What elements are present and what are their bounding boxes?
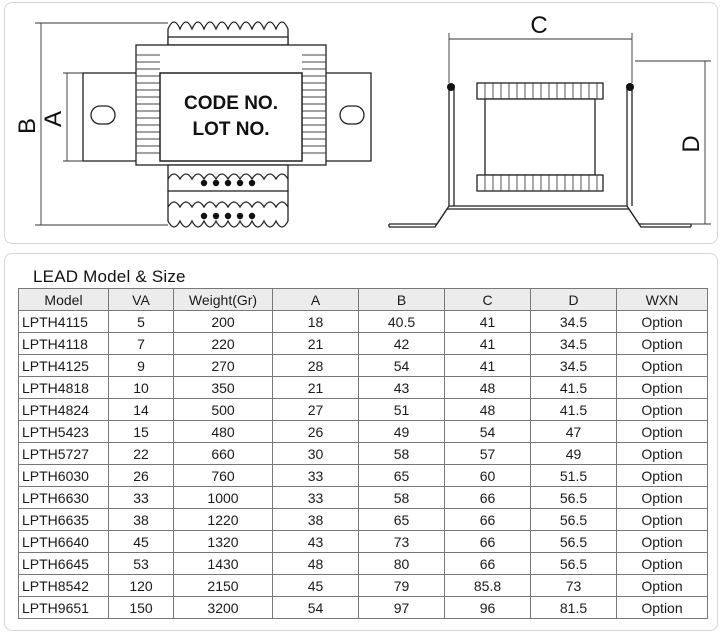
b-cell: 54 [359, 355, 445, 377]
b-cell: 51 [359, 399, 445, 421]
a-cell: 33 [273, 465, 359, 487]
weight-cell: 200 [174, 311, 273, 333]
a-cell: 38 [273, 509, 359, 531]
terminal-pin [237, 213, 243, 219]
va-cell: 150 [109, 597, 174, 619]
model-cell: LPTH6640 [19, 531, 109, 553]
b-cell: 58 [359, 443, 445, 465]
weight-cell: 3200 [174, 597, 273, 619]
wxn-cell: Option [617, 575, 708, 597]
c-cell: 57 [445, 443, 531, 465]
wxn-cell: Option [617, 333, 708, 355]
specification-panel [4, 253, 718, 631]
label-plate [160, 73, 302, 161]
column-header-model: Model [19, 289, 109, 311]
table-row [19, 355, 708, 377]
column-header-a: A [273, 289, 359, 311]
c-cell: 60 [445, 465, 531, 487]
c-cell: 41 [445, 355, 531, 377]
b-cell: 40.5 [359, 311, 445, 333]
lot-no-label: LOT NO. [192, 119, 270, 140]
b-cell: 73 [359, 531, 445, 553]
d-cell: 34.5 [531, 355, 617, 377]
d-cell: 56.5 [531, 487, 617, 509]
c-cell: 85.8 [445, 575, 531, 597]
table-row [19, 333, 708, 355]
d-cell: 47 [531, 421, 617, 443]
model-cell: LPTH5423 [19, 421, 109, 443]
d-cell: 56.5 [531, 509, 617, 531]
b-cell: 97 [359, 597, 445, 619]
column-header-b: B [359, 289, 445, 311]
column-header-d: D [531, 289, 617, 311]
b-cell: 79 [359, 575, 445, 597]
side-bottom-winding [477, 175, 603, 191]
model-cell: LPTH4818 [19, 377, 109, 399]
model-cell: LPTH4824 [19, 399, 109, 421]
wxn-cell: Option [617, 421, 708, 443]
table-row [19, 487, 708, 509]
table-row [19, 377, 708, 399]
va-cell: 22 [109, 443, 174, 465]
weight-cell: 480 [174, 421, 273, 443]
terminal-pin [225, 213, 231, 219]
model-cell: LPTH6630 [19, 487, 109, 509]
va-cell: 38 [109, 509, 174, 531]
model-cell: LPTH4118 [19, 333, 109, 355]
a-cell: 26 [273, 421, 359, 443]
dimension-d-label: D [678, 135, 705, 153]
terminal-pin [201, 180, 207, 186]
model-size-table [18, 288, 708, 619]
side-top-winding [477, 83, 603, 99]
a-cell: 30 [273, 443, 359, 465]
wxn-cell: Option [617, 465, 708, 487]
va-cell: 45 [109, 531, 174, 553]
weight-cell: 660 [174, 443, 273, 465]
weight-cell: 2150 [174, 575, 273, 597]
side-view [389, 83, 691, 227]
wxn-cell: Option [617, 487, 708, 509]
d-cell: 34.5 [531, 333, 617, 355]
a-cell: 28 [273, 355, 359, 377]
weight-cell: 270 [174, 355, 273, 377]
wxn-cell: Option [617, 355, 708, 377]
column-header-va: VA [109, 289, 174, 311]
d-cell: 56.5 [531, 531, 617, 553]
terminal-pin [225, 180, 231, 186]
c-cell: 41 [445, 333, 531, 355]
wxn-cell: Option [617, 443, 708, 465]
b-cell: 65 [359, 509, 445, 531]
model-cell: LPTH6645 [19, 553, 109, 575]
terminal-pin [249, 180, 255, 186]
model-cell: LPTH4125 [19, 355, 109, 377]
a-cell: 27 [273, 399, 359, 421]
model-cell: LPTH9651 [19, 597, 109, 619]
va-cell: 33 [109, 487, 174, 509]
c-cell: 48 [445, 399, 531, 421]
lower-terminal-row [168, 202, 288, 207]
table-row [19, 399, 708, 421]
va-cell: 120 [109, 575, 174, 597]
a-cell: 33 [273, 487, 359, 509]
c-cell: 66 [445, 509, 531, 531]
left-rivet [447, 83, 455, 91]
d-cell: 56.5 [531, 553, 617, 575]
wxn-cell: Option [617, 597, 708, 619]
table-header-row [19, 289, 708, 311]
d-cell: 49 [531, 443, 617, 465]
model-cell: LPTH6030 [19, 465, 109, 487]
d-cell: 51.5 [531, 465, 617, 487]
table-row [19, 311, 708, 333]
a-cell: 18 [273, 311, 359, 333]
table-row [19, 597, 708, 619]
a-cell: 21 [273, 377, 359, 399]
va-cell: 7 [109, 333, 174, 355]
terminal-pin [213, 213, 219, 219]
b-cell: 80 [359, 553, 445, 575]
model-cell: LPTH5727 [19, 443, 109, 465]
c-cell: 48 [445, 377, 531, 399]
c-cell: 96 [445, 597, 531, 619]
wxn-cell: Option [617, 399, 708, 421]
side-core [485, 99, 595, 175]
va-cell: 10 [109, 377, 174, 399]
va-cell: 26 [109, 465, 174, 487]
table-body [19, 311, 708, 619]
wxn-cell: Option [617, 311, 708, 333]
table-row [19, 421, 708, 443]
va-cell: 5 [109, 311, 174, 333]
bottom-scalloped-edge [168, 191, 288, 227]
b-cell: 42 [359, 333, 445, 355]
table-row [19, 531, 708, 553]
weight-cell: 1320 [174, 531, 273, 553]
va-cell: 53 [109, 553, 174, 575]
column-header-c: C [445, 289, 531, 311]
a-cell: 48 [273, 553, 359, 575]
c-cell: 66 [445, 487, 531, 509]
wxn-cell: Option [617, 531, 708, 553]
weight-cell: 760 [174, 465, 273, 487]
va-cell: 15 [109, 421, 174, 443]
d-cell: 34.5 [531, 311, 617, 333]
c-cell: 54 [445, 421, 531, 443]
b-cell: 58 [359, 487, 445, 509]
terminal-pin [237, 180, 243, 186]
weight-cell: 1430 [174, 553, 273, 575]
b-cell: 49 [359, 421, 445, 443]
model-cell: LPTH8542 [19, 575, 109, 597]
weight-cell: 350 [174, 377, 273, 399]
a-cell: 21 [273, 333, 359, 355]
column-header-wxn: WXN [617, 289, 708, 311]
wxn-cell: Option [617, 553, 708, 575]
table-row [19, 509, 708, 531]
wxn-cell: Option [617, 509, 708, 531]
b-cell: 43 [359, 377, 445, 399]
a-cell: 54 [273, 597, 359, 619]
table-title: LEAD Model & Size [33, 267, 186, 286]
d-cell: 81.5 [531, 597, 617, 619]
table-row [19, 443, 708, 465]
technical-drawing-panel [4, 2, 718, 244]
d-cell: 41.5 [531, 399, 617, 421]
b-cell: 65 [359, 465, 445, 487]
va-cell: 9 [109, 355, 174, 377]
table-row [19, 465, 708, 487]
d-cell: 73 [531, 575, 617, 597]
weight-cell: 220 [174, 333, 273, 355]
dimension-c-label: C [530, 12, 548, 39]
terminal-pin [201, 213, 207, 219]
c-cell: 66 [445, 553, 531, 575]
d-cell: 41.5 [531, 377, 617, 399]
model-cell: LPTH4115 [19, 311, 109, 333]
weight-cell: 1000 [174, 487, 273, 509]
code-no-label: CODE NO. [184, 93, 278, 114]
c-cell: 41 [445, 311, 531, 333]
a-cell: 43 [273, 531, 359, 553]
model-cell: LPTH6635 [19, 509, 109, 531]
table-row [19, 575, 708, 597]
dimension-a-label: A [40, 110, 67, 128]
weight-cell: 1220 [174, 509, 273, 531]
column-header-weight: Weight(Gr) [174, 289, 273, 311]
transformer-drawing [5, 3, 717, 243]
wxn-cell: Option [617, 377, 708, 399]
a-cell: 45 [273, 575, 359, 597]
table-row [19, 553, 708, 575]
c-cell: 66 [445, 531, 531, 553]
weight-cell: 500 [174, 399, 273, 421]
dimension-b-label: B [14, 117, 41, 135]
va-cell: 14 [109, 399, 174, 421]
terminal-pin [249, 213, 255, 219]
terminal-pin [213, 180, 219, 186]
right-rivet [626, 83, 634, 91]
